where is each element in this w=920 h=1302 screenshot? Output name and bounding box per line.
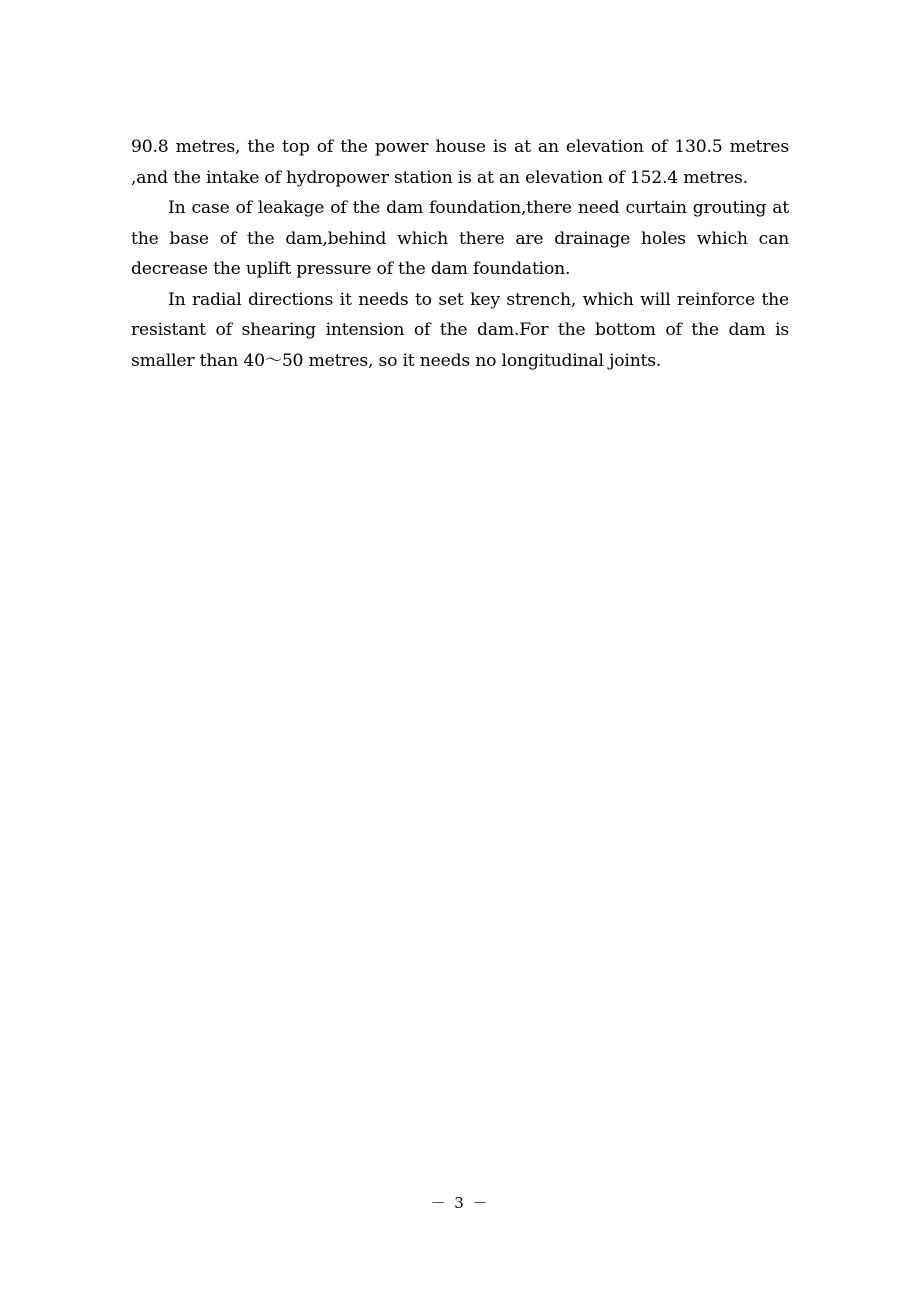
page-number: － 3 － — [430, 1194, 490, 1212]
paragraph-2: In case of leakage of the dam foundation,there need curtain grouting at the base of the dam,behind which there are drainage holes which can decrease the uplift pressure of the dam foundation. — [131, 198, 789, 279]
paragraph-3: In radial directions it needs to set key strench, which will reinforce the resistant of shearing intension of the dam.For the bottom of the dam is smaller than 40～50 metres, so it needs no longitudinal joints. — [131, 289, 789, 371]
paragraph-1: 90.8 metres, the top of the power house is at an elevation of 130.5 metres ,and the intake of hydropower station is at an elevation of 152.4 metres. — [131, 137, 789, 188]
body-text — [131, 132, 789, 376]
